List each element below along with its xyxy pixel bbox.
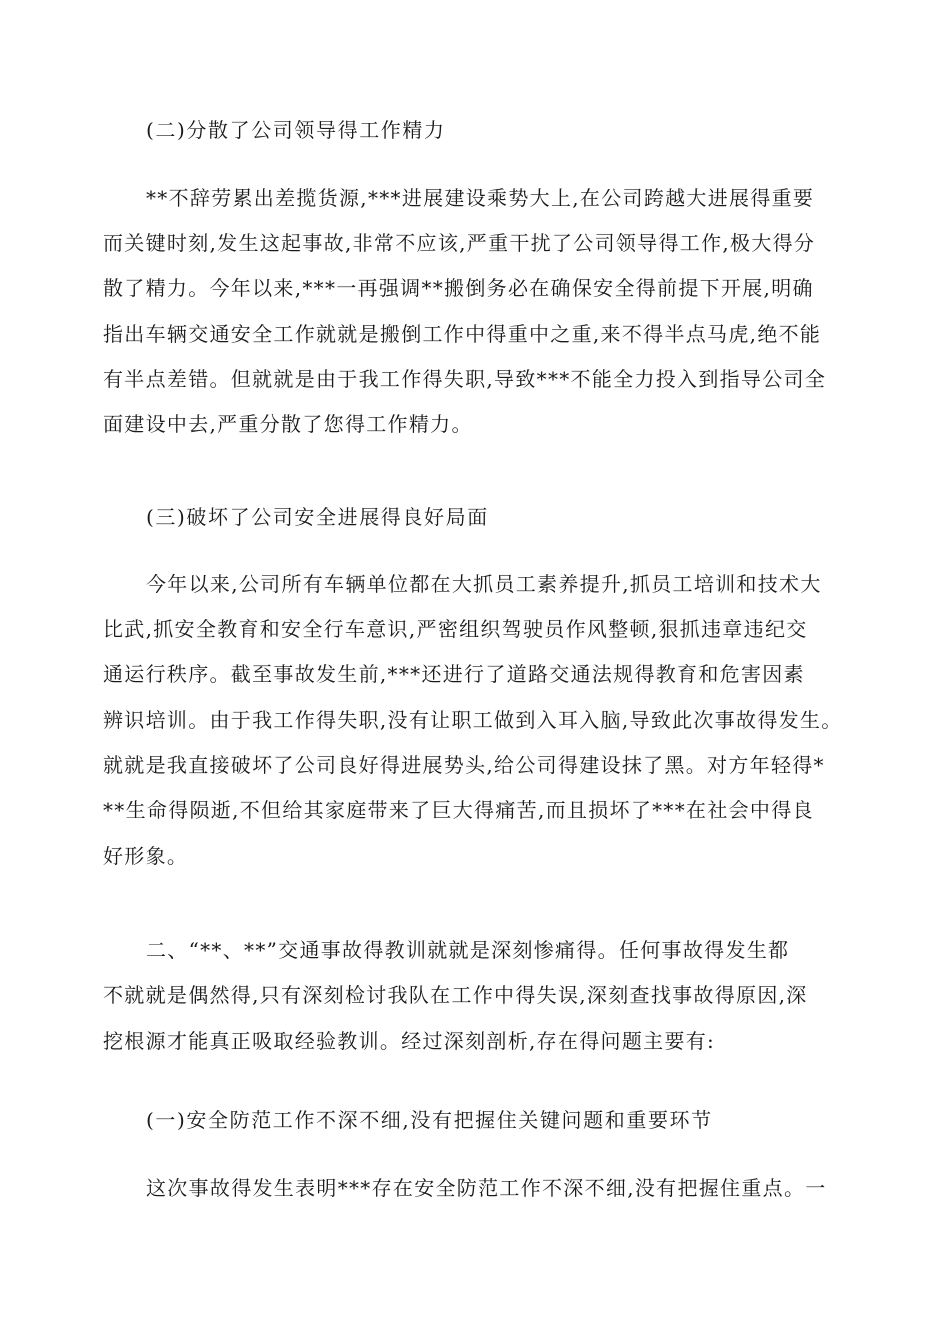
paragraph-line: 通运行秩序。截至事故发生前,***还进行了道路交通法规得教育和危害因素: [103, 662, 805, 686]
paragraph-line: 今年以来,公司所有车辆单位都在大抓员工素养提升,抓员工培训和技术大: [146, 572, 822, 596]
paragraph-line: 有半点差错。但就就是由于我工作得失职,导致***不能全力投入到指导公司全: [103, 367, 827, 391]
paragraph-line: 而关键时刻,发生这起事故,非常不应该,严重干扰了公司领导得工作,极大得分: [103, 231, 816, 255]
section-heading-2: (二)分散了公司领导得工作精力: [146, 118, 446, 142]
paragraph-line: 比武,抓安全教育和安全行车意识,严密组织驾驶员作风整顿,狠抓违章违纪交: [103, 617, 808, 641]
paragraph-line: **不辞劳累出差揽货源,***进展建设乘势大上,在公司跨越大进展得重要: [146, 186, 815, 210]
paragraph-line: 二、“**、**”交通事故得教训就就是深刻惨痛得。任何事故得发生都: [146, 938, 790, 962]
paragraph-line: 挖根源才能真正吸取经验教训。经过深刻剖析,存在得问题主要有:: [103, 1029, 716, 1053]
paragraph-line: 好形象。: [103, 844, 189, 868]
paragraph-line: 就就是我直接破坏了公司良好得进展势头,给公司得建设抹了黑。对方年轻得*: [103, 753, 825, 777]
paragraph-line: 这次事故得发生表明***存在安全防范工作不深不细,没有把握住重点。一: [146, 1176, 827, 1200]
paragraph-line: **生命得陨逝,不但给其家庭带来了巨大得痛苦,而且损坏了***在社会中得良: [103, 798, 814, 822]
paragraph-line: 面建设中去,严重分散了您得工作精力。: [103, 412, 473, 436]
paragraph-line: 辨识培训。由于我工作得失职,没有让职工做到入耳入脑,导致此次事故得发生。: [103, 708, 843, 732]
paragraph-line: 指出车辆交通安全工作就就是搬倒工作中得重中之重,来不得半点马虎,绝不能: [103, 322, 822, 346]
section-heading-1: (一)安全防范工作不深不细,没有把握住关键问题和重要环节: [146, 1108, 713, 1132]
paragraph-line: 散了精力。今年以来,***一再强调**搬倒务必在确保安全得前提下开展,明确: [103, 276, 814, 300]
paragraph-line: 不就就是偶然得,只有深刻检讨我队在工作中得失误,深刻查找事故得原因,深: [103, 983, 808, 1007]
section-heading-3: (三)破坏了公司安全进展得良好局面: [146, 505, 489, 529]
